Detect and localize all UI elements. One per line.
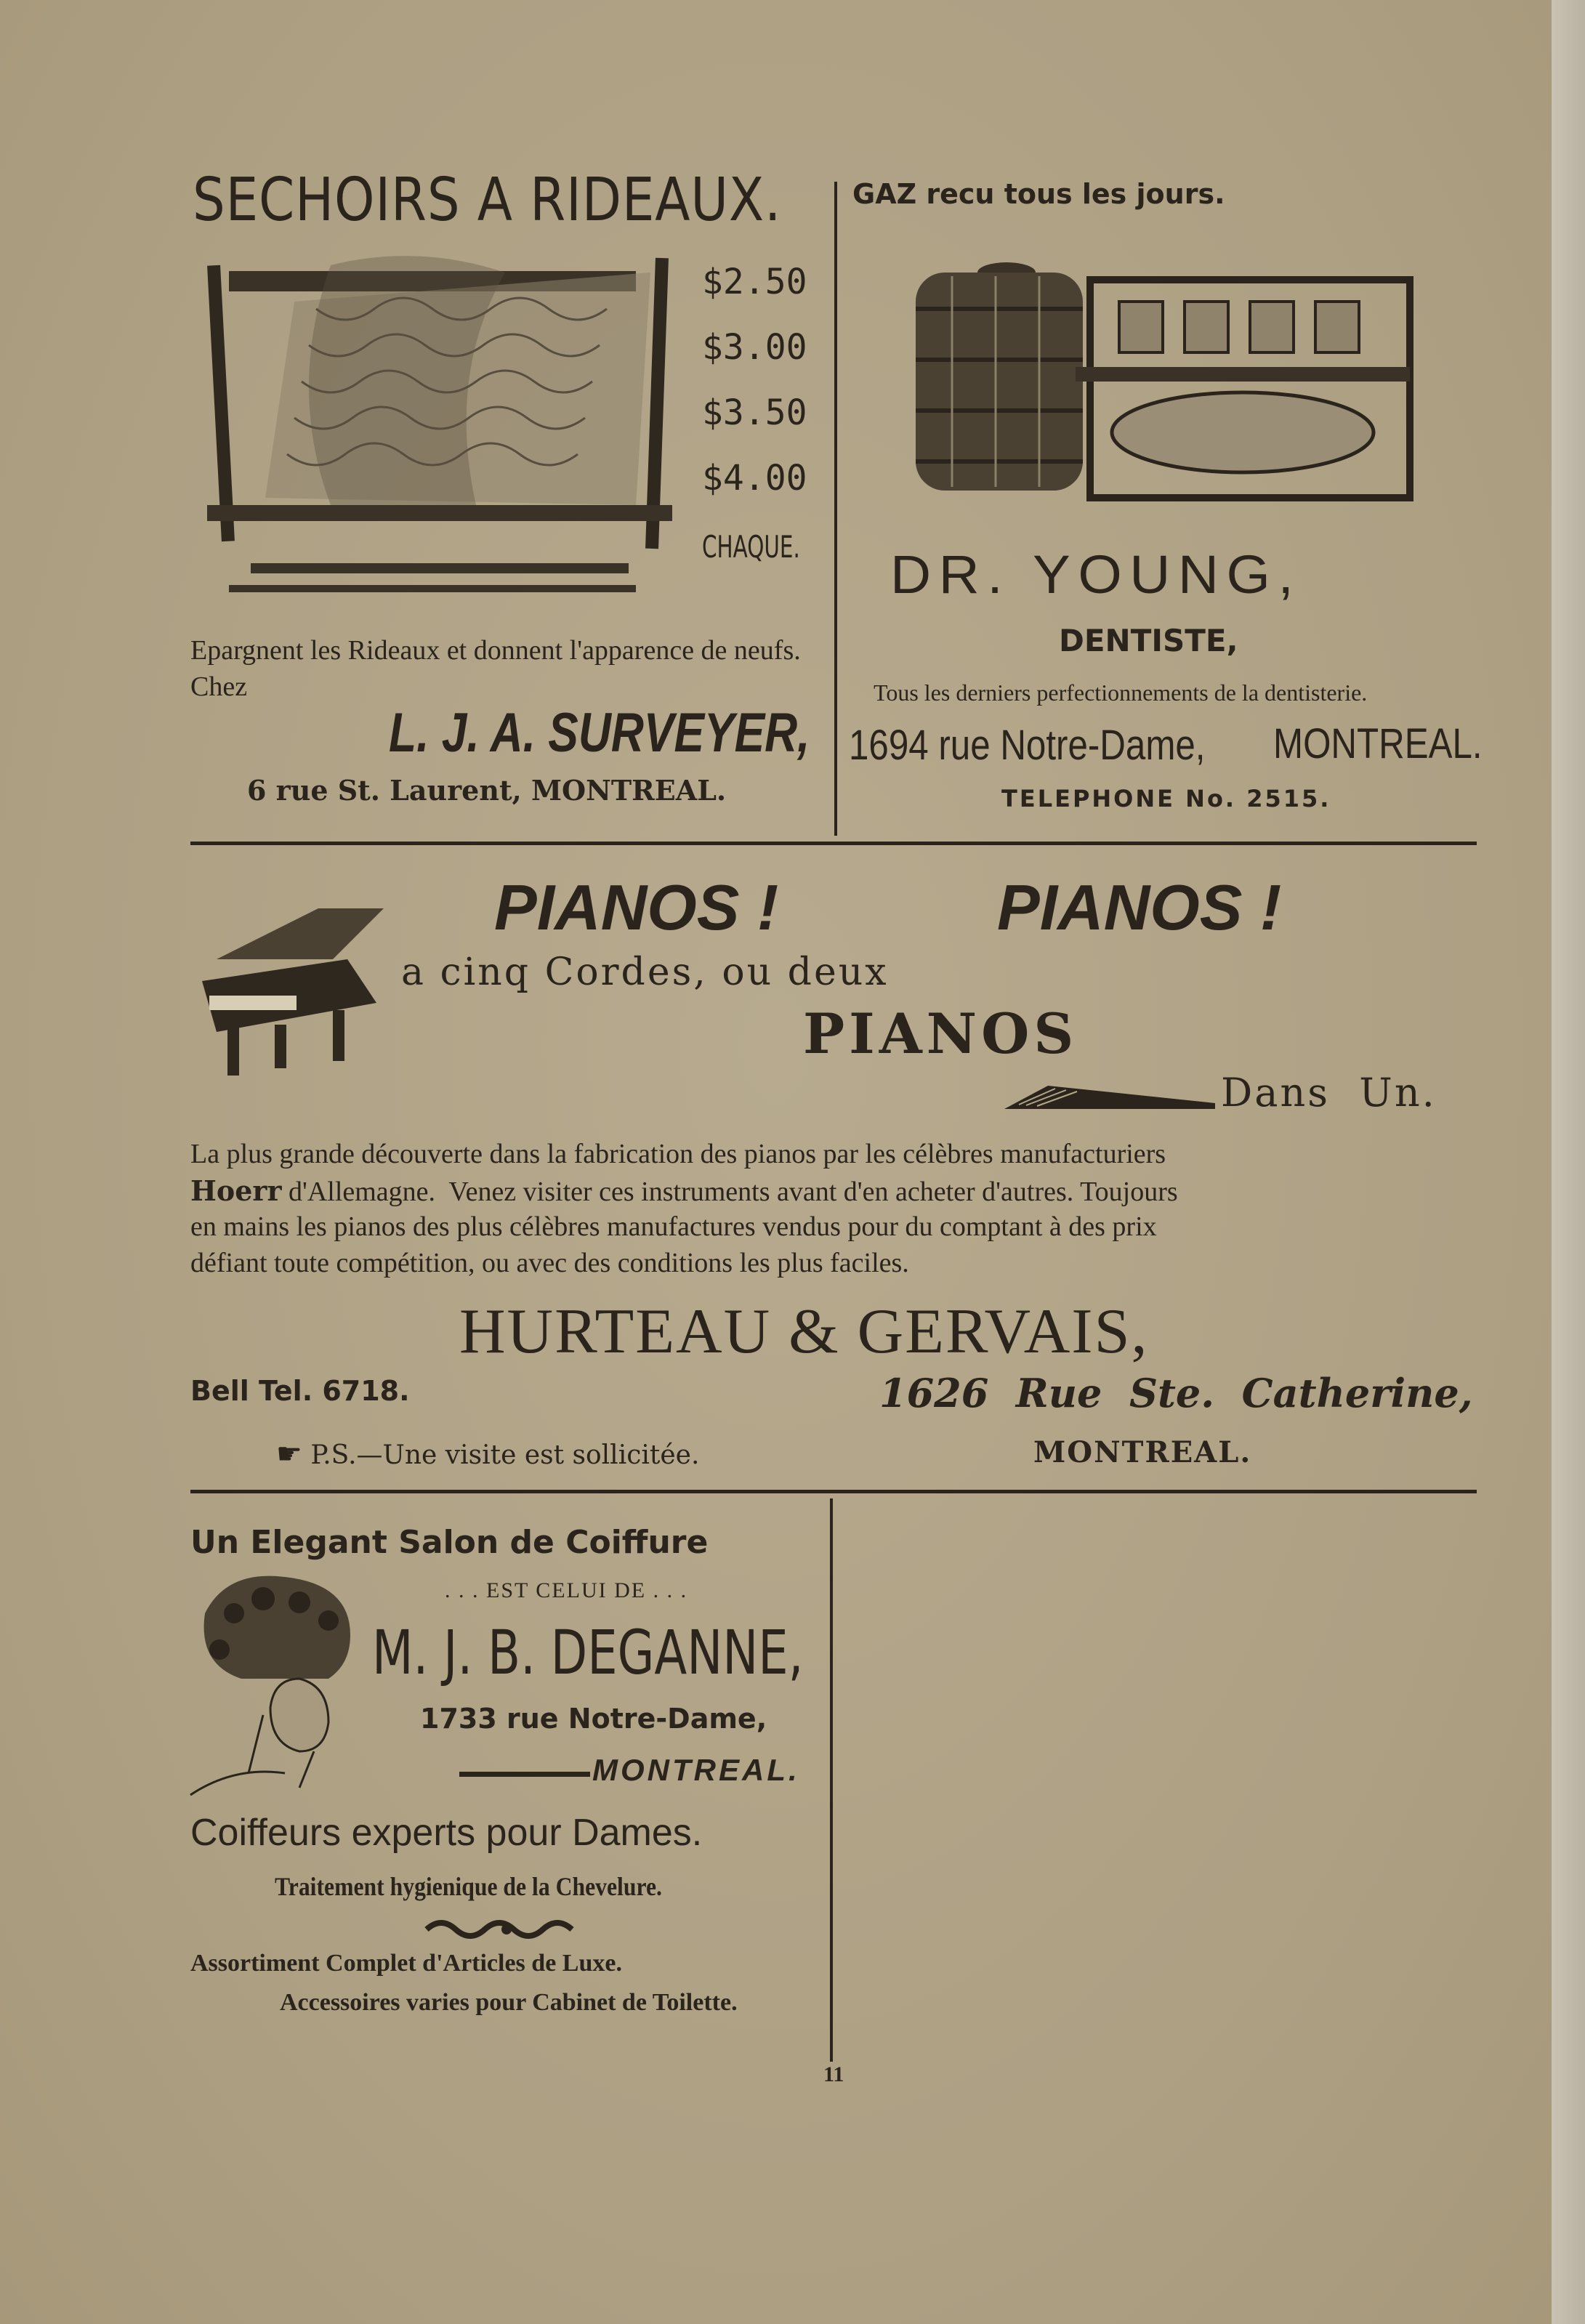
salon-city: MONTREAL. (592, 1753, 800, 1787)
curtain-ad-body: Epargnent les Rideaux et donnent l'apparence de neufs. Chez (190, 635, 801, 702)
pointing-hand-icon: ☛ (276, 1437, 302, 1471)
piano-address: 1626 Rue Ste. Catherine, (879, 1370, 1473, 1416)
section-divider-1 (190, 842, 1477, 845)
piano-body-1: La plus grande découverte dans la fabrication des pianos par les célèbres manufacturiers (190, 1139, 1166, 1169)
dentist-tagline: Tous les derniers perfectionnements de la dentisterie. (874, 679, 1368, 706)
page-edge (1552, 0, 1585, 2324)
salon-sub: . . . EST CELUI DE . . . (445, 1578, 688, 1602)
curtain-ad-title: SECHOIRS A RIDEAUX. (193, 166, 782, 235)
curtain-price-3: $4.00 (702, 458, 807, 499)
piano-body-2-line (190, 1174, 1178, 1208)
piano-merchant: HURTEAU & GERVAIS, (459, 1296, 1149, 1367)
fan-ornament (1004, 1081, 1215, 1110)
piano-body-3: en mains les pianos des plus célèbres manufactures vendus pour du comptant à des prix (190, 1211, 1157, 1242)
curtain-stretcher-illustration (185, 243, 694, 621)
dentist-name: DR. YOUNG, (890, 544, 1302, 605)
salon-specialty: Coiffeurs experts pour Dames. (190, 1812, 703, 1854)
salon-city-dash (459, 1772, 590, 1777)
column-divider-top (834, 182, 837, 836)
piano-ps-line (276, 1437, 699, 1471)
salon-accessories: Accessoires varies pour Cabinet de Toilette. (280, 1989, 738, 2016)
gas-apparatus-illustration (908, 243, 1417, 520)
lady-portrait-illustration (190, 1570, 365, 1795)
piano-city: MONTREAL. (1033, 1435, 1252, 1469)
page-number: 11 (823, 2062, 844, 2086)
scroll-ornament (423, 1918, 590, 1940)
hoerr-brand: Hoerr (190, 1174, 282, 1207)
curtain-price-1: $3.00 (702, 327, 807, 368)
salon-assortment: Assortiment Complet d'Articles de Luxe. (190, 1950, 622, 1977)
grand-piano-illustration (187, 879, 398, 1097)
curtain-each-label: CHAQUE. (702, 529, 800, 565)
column-divider-bottom (830, 1498, 833, 2062)
piano-body-4: défiant toute compétition, ou avec des conditions les plus faciles. (190, 1248, 909, 1278)
curtain-merchant: L. J. A. SURVEYER, (389, 702, 810, 764)
piano-headline-1: PIANOS ! (494, 871, 779, 943)
piano-line-2: PIANOS (803, 1001, 1078, 1066)
salon-address: 1733 rue Notre-Dame, (420, 1703, 767, 1735)
piano-phone: Bell Tel. 6718. (190, 1375, 410, 1407)
dentist-address: 1694 rue Notre-Dame, (849, 722, 1206, 769)
salon-name: M. J. B. DEGANNE, (372, 1617, 804, 1688)
piano-line-1: a cinq Cordes, ou deux (401, 951, 889, 994)
piano-line-3: Dans Un. (1221, 1070, 1437, 1115)
curtain-address: 6 rue St. Laurent, MONTREAL. (247, 774, 727, 807)
salon-treatment: Traitement hygienique de la Chevelure. (275, 1872, 662, 1901)
curtain-price-0: $2.50 (702, 262, 807, 302)
piano-headline-2: PIANOS ! (997, 871, 1282, 943)
dentist-city: MONTREAL. (1273, 720, 1483, 767)
piano-body-2: d'Allemagne. Venez visiter ces instruments avant d'en acheter d'autres. Toujours (281, 1177, 1178, 1207)
section-divider-2 (190, 1490, 1477, 1493)
dentist-gas-notice: GAZ recu tous les jours. (852, 178, 1225, 210)
dentist-telephone: TELEPHONE No. 2515. (1001, 785, 1331, 812)
salon-headline: Un Elegant Salon de Coiffure (190, 1524, 709, 1561)
dentist-title: DENTISTE, (1059, 623, 1238, 658)
curtain-price-2: $3.50 (702, 392, 807, 433)
piano-ps: P.S.—Une visite est sollicitée. (310, 1440, 700, 1470)
